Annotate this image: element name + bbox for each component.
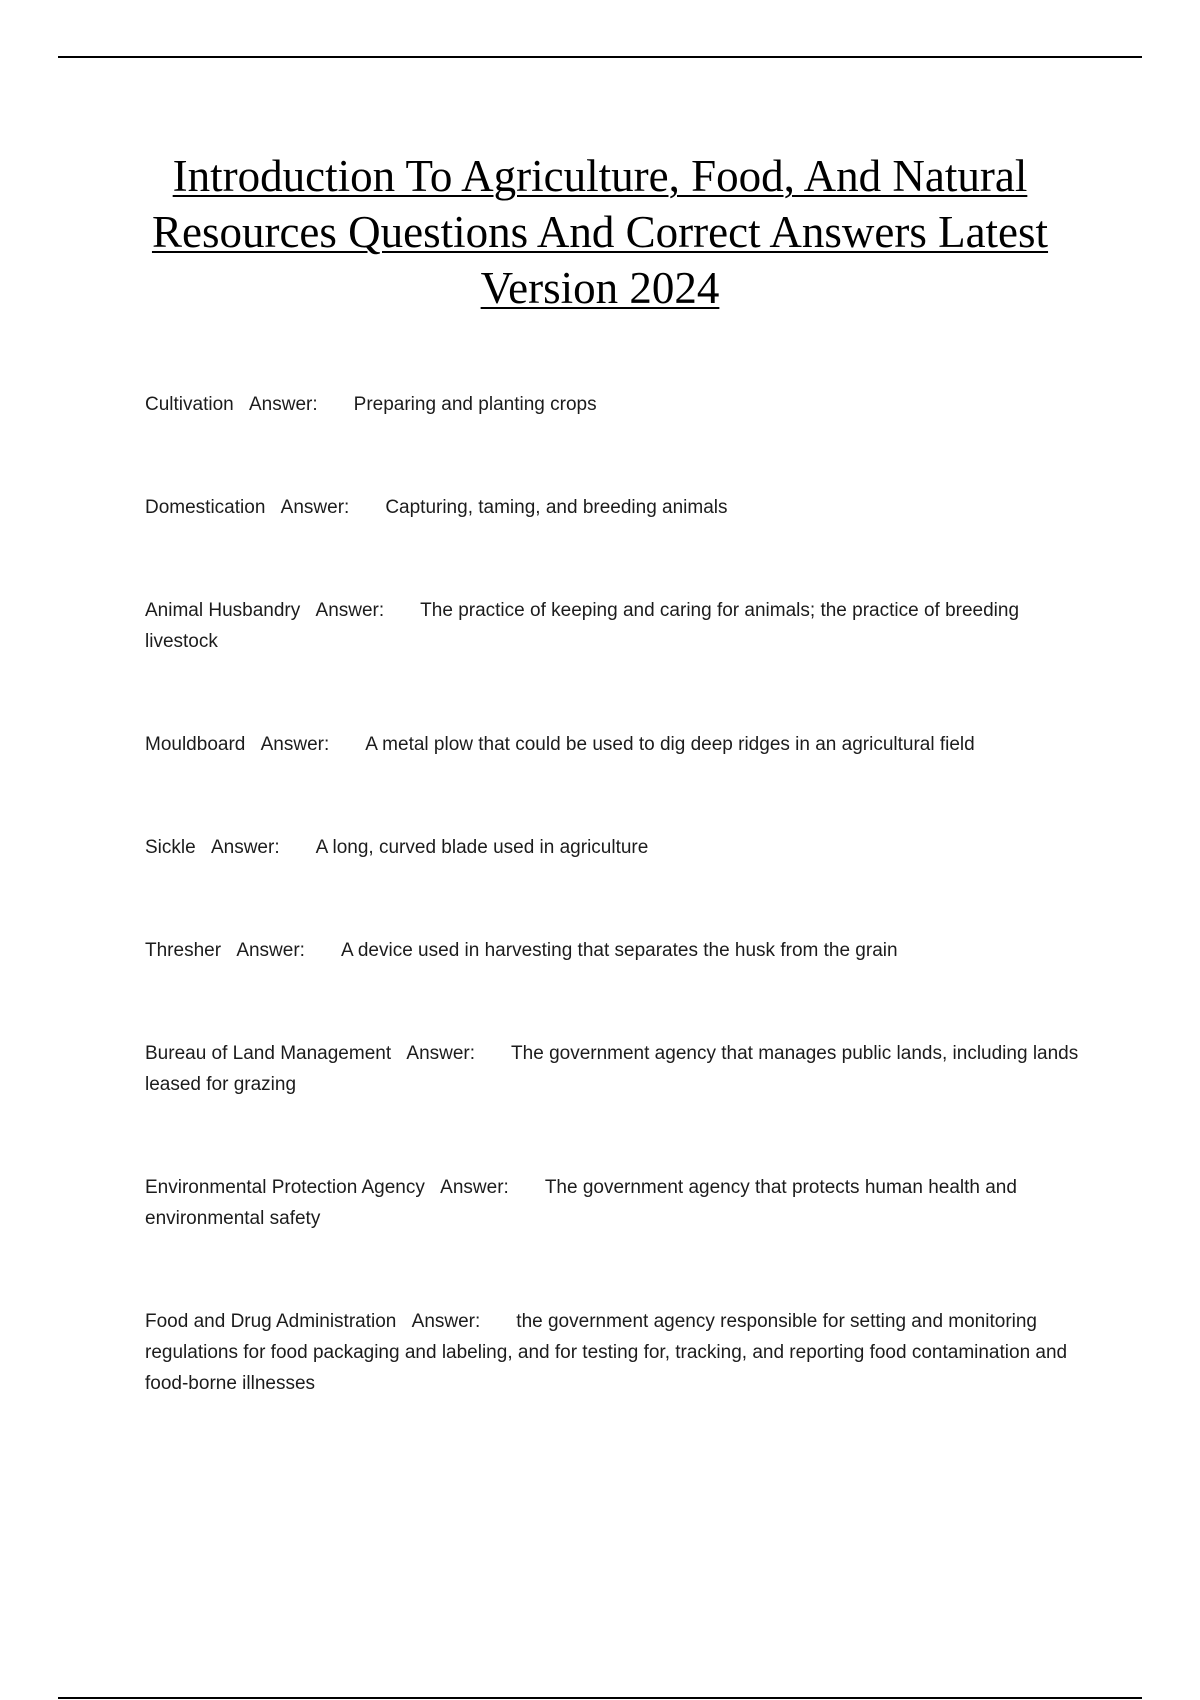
answer-label: Answer: [260,734,330,755]
qa-answer: A metal plow that could be used to dig deep ridges in an agricultural field [365,734,975,755]
qa-item-animal-husbandry [145,595,1085,657]
qa-answer: A long, curved blade used in agriculture [315,837,649,858]
qa-term: Thresher [145,940,222,961]
qa-item-environmental-protection-agency [145,1172,1085,1234]
qa-answer: the government agency responsible for setting and monitoring regulations for food packaging and labeling, and for testing for, tracking, and reporting food contamination and food-borne illnesses [145,1311,1068,1394]
footer-rule [58,1697,1142,1699]
answer-label: Answer: [249,394,318,415]
qa-item-food-and-drug-administration [145,1306,1085,1399]
answer-label: Answer: [315,600,385,621]
qa-item-bureau-of-land-management [145,1038,1085,1100]
qa-term: Sickle [145,837,196,858]
answer-label: Answer: [411,1311,481,1332]
answer-label: Answer: [210,837,280,858]
answer-label: Answer: [406,1043,476,1064]
qa-term: Food and Drug Administration [145,1311,397,1332]
qa-answer: The practice of keeping and caring for animals; the practice of breeding livestock [145,600,1020,652]
qa-term: Environmental Protection Agency [145,1177,425,1198]
page-title-text: Introduction To Agriculture, Food, And Natural Resources Questions And Correct Answers Latest Version 2024 [151,151,1049,313]
qa-term: Bureau of Land Management [145,1043,392,1064]
answer-label: Answer: [440,1177,509,1198]
answer-label: Answer: [280,497,350,518]
qa-term: Mouldboard [145,734,246,755]
qa-item-thresher [145,935,1085,966]
qa-answer: Preparing and planting crops [353,394,597,415]
answer-label: Answer: [236,940,305,961]
qa-answer: A device used in harvesting that separates the husk from the grain [340,940,898,961]
qa-term: Domestication [145,497,266,518]
qa-answer: Capturing, taming, and breeding animals [385,497,728,518]
qa-term: Animal Husbandry [145,600,301,621]
qa-item-domestication [145,492,1085,523]
qa-answer: The government agency that protects human health and environmental safety [145,1177,1017,1229]
qa-item-mouldboard [145,729,1085,760]
qa-term: Cultivation [145,394,234,415]
qa-answer: The government agency that manages public lands, including lands leased for grazing [145,1043,1079,1095]
qa-item-sickle [145,832,1085,863]
qa-item-cultivation [145,389,1085,420]
page-title [100,148,1100,316]
header-rule [58,56,1142,58]
